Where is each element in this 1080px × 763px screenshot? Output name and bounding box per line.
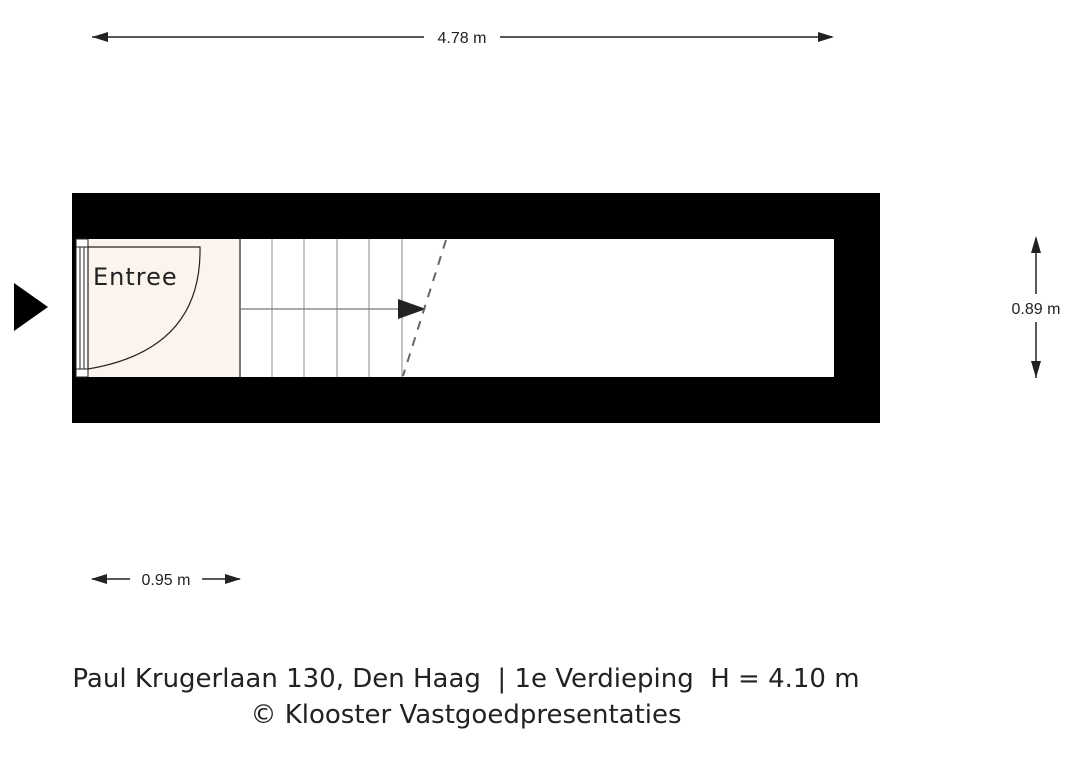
dimension-top — [92, 30, 834, 47]
entry-arrow-icon — [14, 283, 48, 331]
room-label-entree: Entree — [93, 263, 178, 291]
wall-top — [72, 193, 880, 239]
caption-address: Paul Krugerlaan 130, Den Haag | 1e Verdieping H = 4.10 m — [72, 664, 860, 694]
wall-bottom — [72, 377, 880, 423]
entree-floor — [76, 239, 240, 377]
dimension-bottom — [91, 572, 241, 589]
wall-left-edge — [72, 193, 76, 423]
arrow-right-icon — [225, 574, 241, 584]
dimension-bottom-label: 0.95 m — [141, 572, 191, 589]
dimension-top-label: 4.78 m — [437, 30, 487, 47]
caption-copyright: © Klooster Vastgoedpresentaties — [250, 700, 682, 730]
staircase — [240, 239, 446, 377]
dimension-right-label: 0.89 m — [1011, 301, 1061, 318]
arrow-up-icon — [1031, 236, 1041, 253]
dimension-right — [1012, 236, 1061, 378]
wall-right — [834, 193, 880, 423]
arrow-down-icon — [1031, 361, 1041, 378]
arrow-right-icon — [818, 32, 834, 42]
arrow-left-icon — [91, 574, 107, 584]
stair-direction-arrow-icon — [398, 299, 426, 319]
door-frame — [76, 239, 88, 377]
arrow-left-icon — [92, 32, 108, 42]
